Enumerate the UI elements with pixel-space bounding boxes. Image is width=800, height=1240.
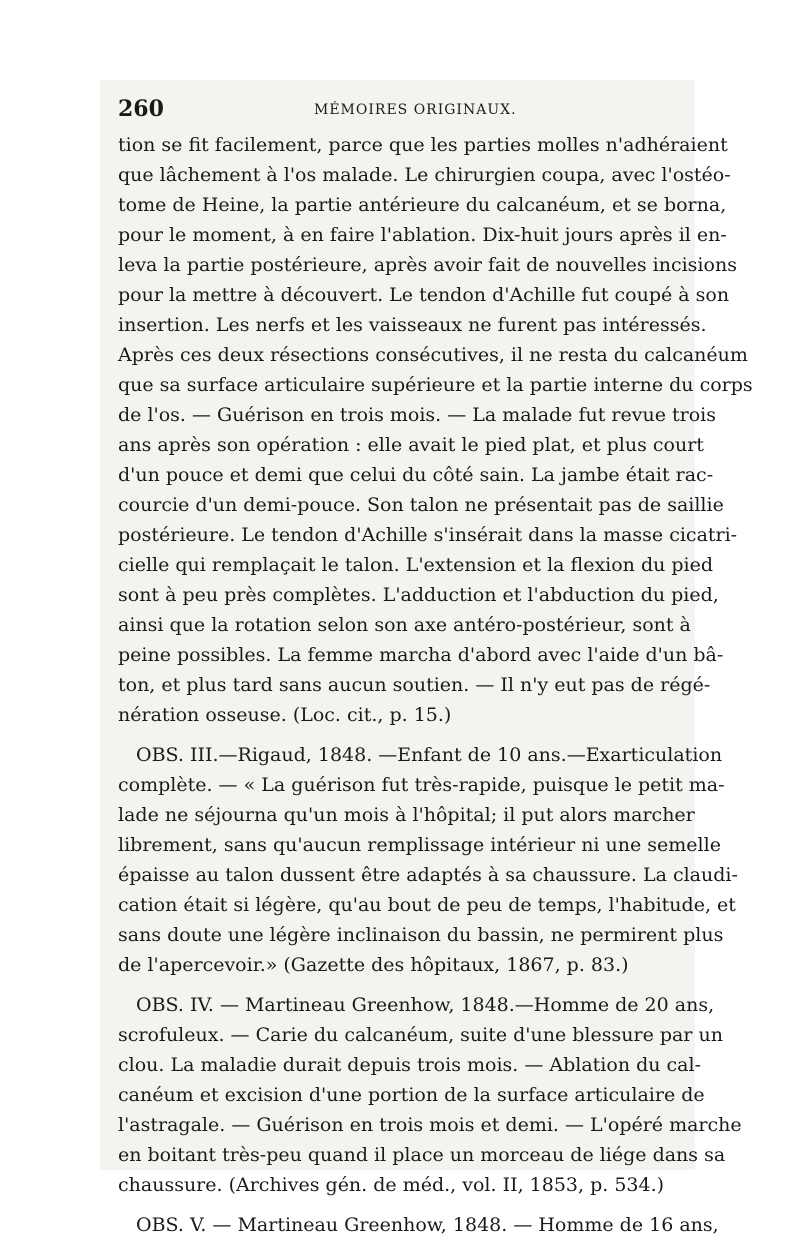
text-line: tion se fit facilement, parce que les parties molles n'adhéraient <box>118 134 728 156</box>
text-line: leva la partie postérieure, après avoir fait de nouvelles incisions <box>118 254 737 276</box>
text-line: chaussure. (Archives gén. de méd., vol. II, 1853, p. 534.) <box>118 1174 665 1196</box>
paragraph <box>118 130 753 730</box>
text-line: postérieure. Le tendon d'Achille s'insérait dans la masse cicatri- <box>118 524 738 546</box>
text-line: épaisse au talon dussent être adaptés à sa chaussure. La claudi- <box>118 864 738 886</box>
text-line: nération osseuse. (Loc. cit., p. 15.) <box>118 704 452 726</box>
text-line: d'un pouce et demi que celui du côté sain. La jambe était rac- <box>118 464 714 486</box>
running-head: MÉMOIRES ORIGINAUX. <box>314 102 517 118</box>
text-line: cielle qui remplaçait le talon. L'extension et la flexion du pied <box>118 554 714 576</box>
text-line: OBS. IV. — Martineau Greenhow, 1848.—Homme de 20 ans, <box>136 994 715 1016</box>
text-line: que lâchement à l'os malade. Le chirurgien coupa, avec l'ostéo- <box>118 164 731 186</box>
text-line: Après ces deux résections consécutives, il ne resta du calcanéum <box>118 344 748 366</box>
paragraph <box>118 1210 719 1240</box>
text-line: de l'apercevoir.» (Gazette des hôpitaux, 1867, p. 83.) <box>118 954 629 976</box>
text-line: que sa surface articulaire supérieure et la partie interne du corps <box>118 374 753 396</box>
paragraph-gap <box>118 980 686 990</box>
text-line: ton, et plus tard sans aucun soutien. — Il n'y eut pas de régé- <box>118 674 711 696</box>
text-line: ainsi que la rotation selon son axe antéro-postérieur, sont à <box>118 614 691 636</box>
text-line: pour la mettre à découvert. Le tendon d'Achille fut coupé à son <box>118 284 730 306</box>
text-line: tome de Heine, la partie antérieure du calcanéum, et se borna, <box>118 194 727 216</box>
text-line: cation était si légère, qu'au bout de peu de temps, l'habitude, et <box>118 894 736 916</box>
text-line: sans doute une légère inclinaison du bassin, ne permirent plus <box>118 924 724 946</box>
text-line: sont à peu près complètes. L'adduction et l'abduction du pied, <box>118 584 719 606</box>
text-line: en boitant très-peu quand il place un morceau de liége dans sa <box>118 1144 726 1166</box>
paragraph-gap <box>118 730 686 740</box>
text-line: pour le moment, à en faire l'ablation. Dix-huit jours après il en- <box>118 224 727 246</box>
text-line: librement, sans qu'aucun remplissage intérieur ni une semelle <box>118 834 721 856</box>
text-line: peine possibles. La femme marcha d'abord avec l'aide d'un bâ- <box>118 644 724 666</box>
paragraph-gap <box>118 1200 686 1210</box>
text-line: canéum et excision d'une portion de la surface articulaire de <box>118 1084 705 1106</box>
text-line: scrofuleux. — Carie du calcanéum, suite d'une blessure par un <box>118 1024 723 1046</box>
text-line: ans après son opération : elle avait le pied plat, et plus court <box>118 434 704 456</box>
text-line: insertion. Les nerfs et les vaisseaux ne furent pas intéressés. <box>118 314 707 336</box>
text-line: l'astragale. — Guérison en trois mois et demi. — L'opéré marche <box>118 1114 742 1136</box>
text-line: complète. — « La guérison fut très-rapide, puisque le petit ma- <box>118 774 725 796</box>
paragraph <box>118 740 738 980</box>
paragraph <box>118 990 742 1200</box>
text-line: OBS. V. — Martineau Greenhow, 1848. — Homme de 16 ans, <box>136 1214 719 1236</box>
text-line: OBS. III.—Rigaud, 1848. —Enfant de 10 ans.—Exarticulation <box>136 744 723 766</box>
page-number: 260 <box>118 96 164 122</box>
page-header <box>118 96 688 126</box>
text-line: lade ne séjourna qu'un mois à l'hôpital; il put alors marcher <box>118 804 695 826</box>
text-line: de l'os. — Guérison en trois mois. — La malade fut revue trois <box>118 404 716 426</box>
text-line: clou. La maladie durait depuis trois mois. — Ablation du cal- <box>118 1054 702 1076</box>
body-text <box>118 130 753 1240</box>
text-line: courcie d'un demi-pouce. Son talon ne présentait pas de saillie <box>118 494 724 516</box>
